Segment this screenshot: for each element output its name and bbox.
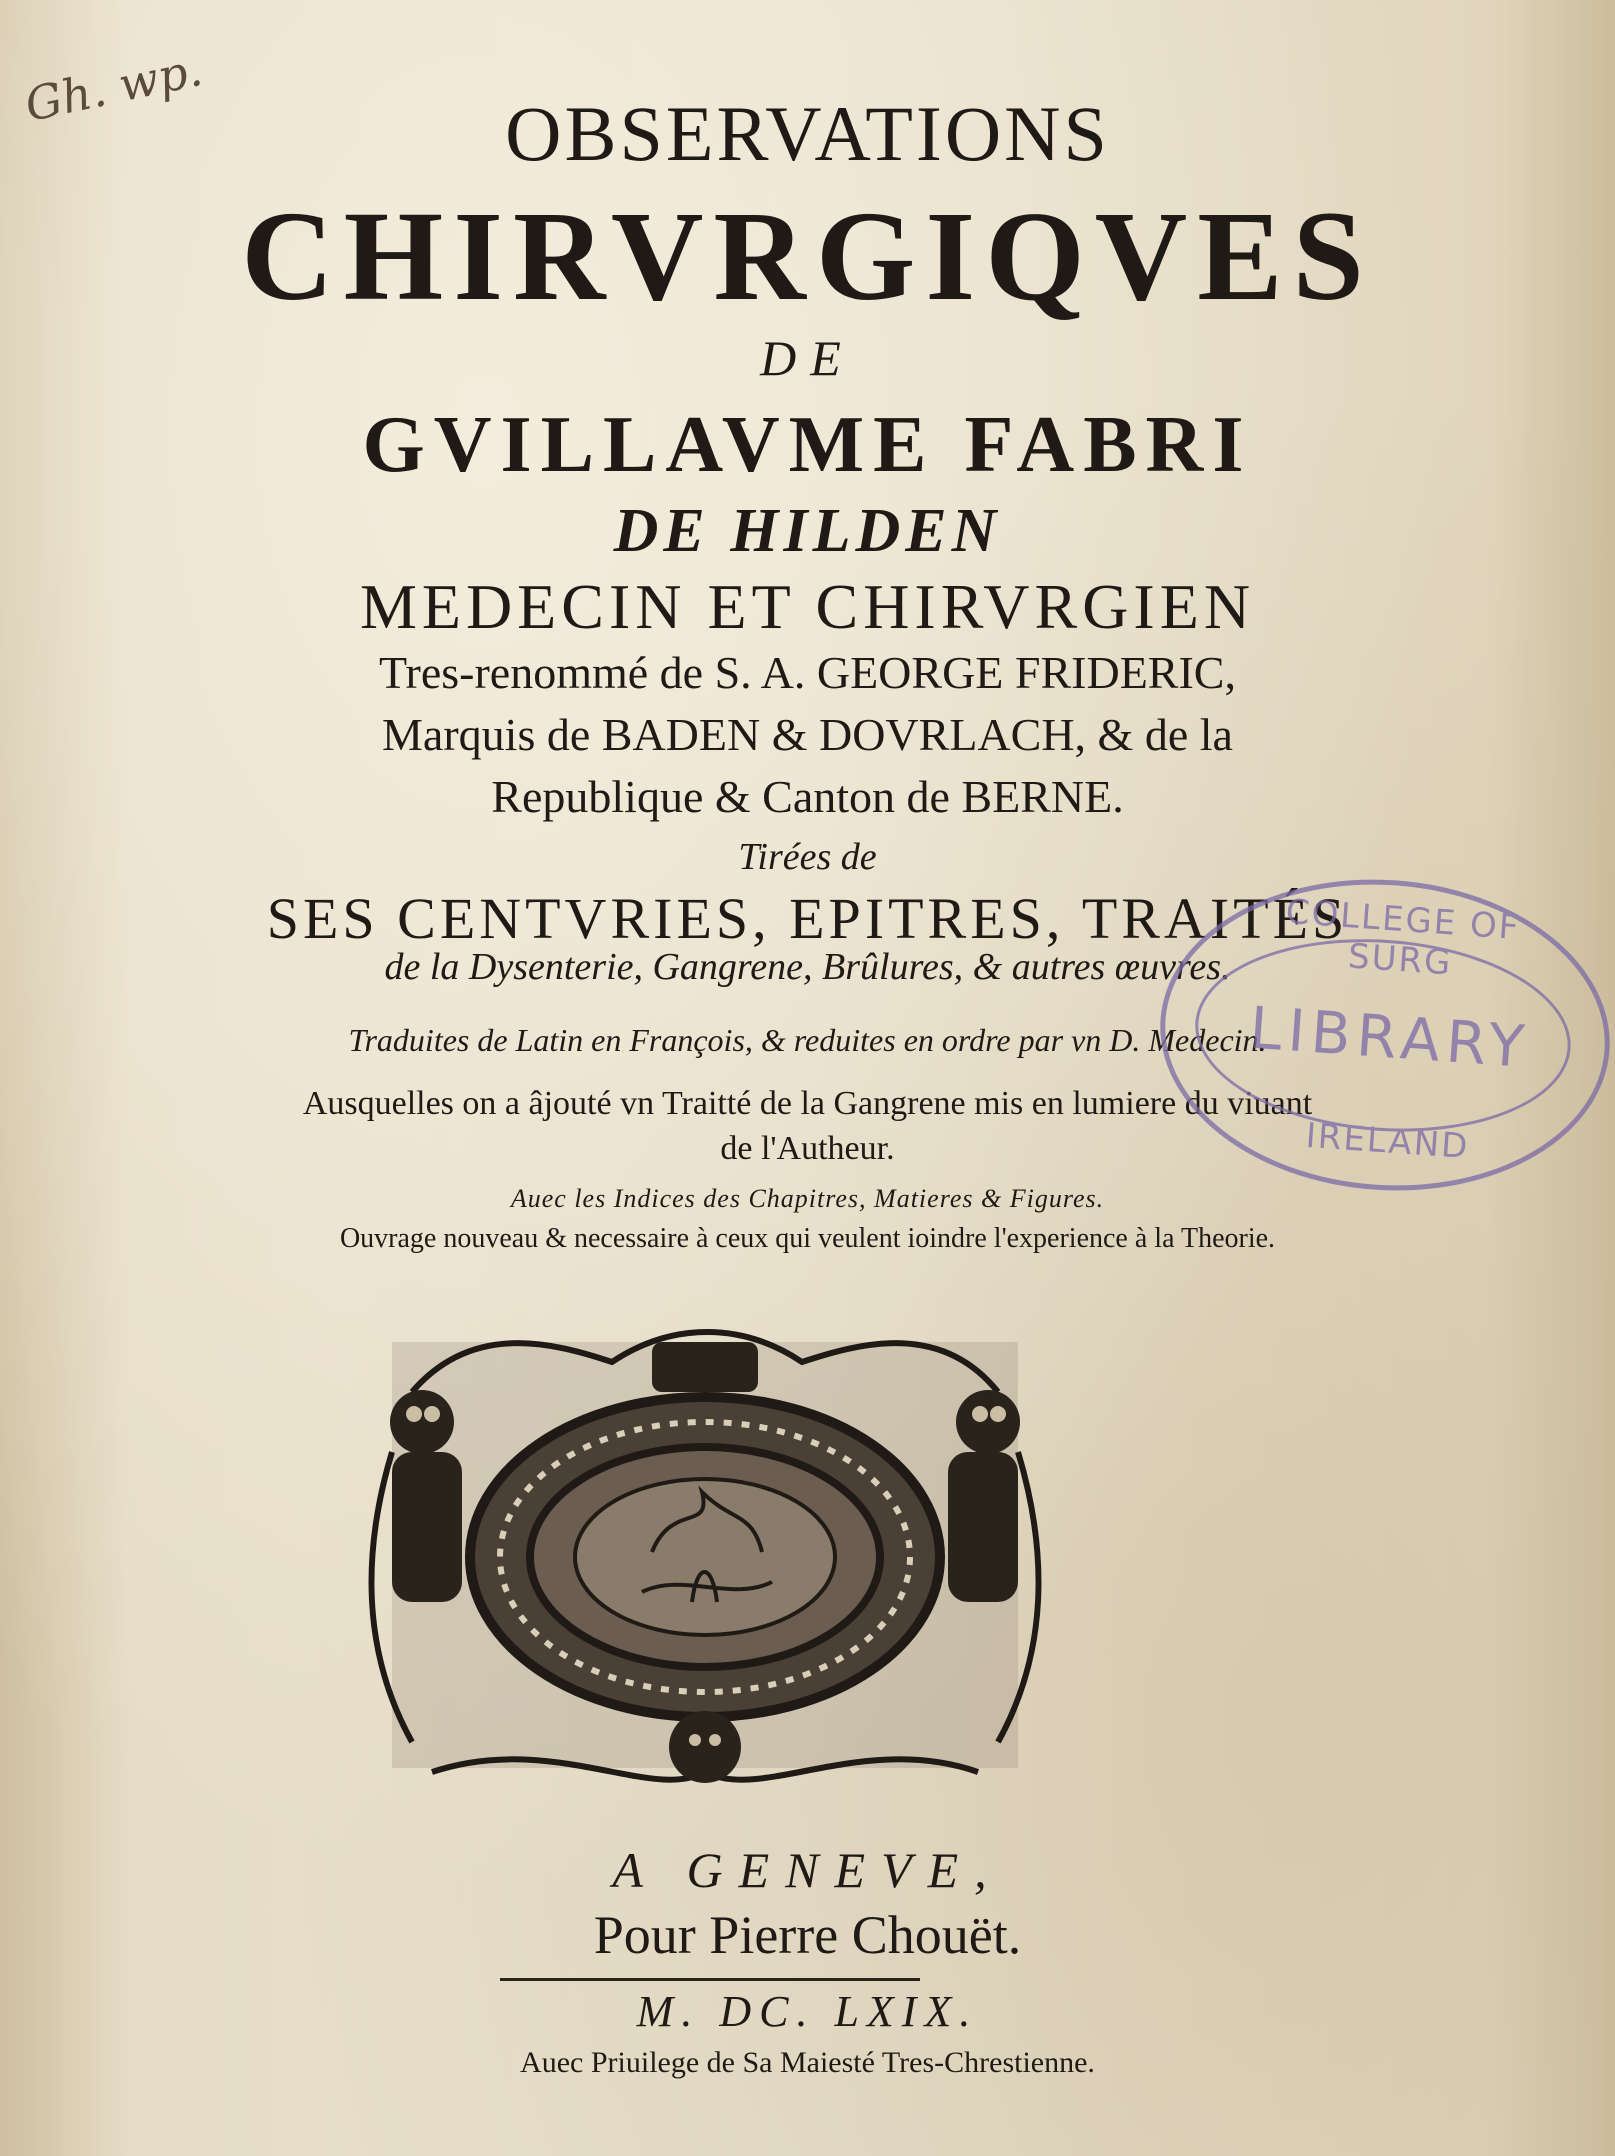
author-profession: MEDECIN ET CHIRVRGIEN	[359, 571, 1256, 642]
subtitle-line-11: Ouvrage nouveau & necessaire à ceux qui veulent ioindre l'experience à la Theorie.	[339, 1223, 1276, 1254]
subtitle-line-5: SES CENTVRIES, EPITRES, TRAITÉS	[266, 886, 1349, 951]
library-stamp-middle-text: LIBRARY	[1247, 993, 1533, 1082]
subtitle-line-10: Auec les Indices des Chapitres, Matieres & Figures.	[510, 1184, 1105, 1213]
subtitle-line-4: Tirées de	[738, 836, 877, 878]
imprint-privilege: Auec Priuilege de Sa Maiesté Tres-Chrestienne.	[520, 2046, 1095, 2079]
subtitle-line-6: de la Dysenterie, Gangrene, Brûlures, & autres œuvres.	[384, 946, 1231, 988]
imprint-publisher: Pour Pierre Chouët.	[593, 1905, 1022, 1965]
imprint-year: M. DC. LXIX.	[636, 1987, 979, 2036]
handwritten-shelfmark: Gh. wp.	[20, 41, 207, 133]
author-name: GVILLAVME FABRI	[362, 401, 1253, 489]
library-stamp-top-text: COLLEGE OF SURG	[1284, 891, 1522, 984]
subtitle-line-3: Republique & Canton de BERNE.	[491, 771, 1124, 822]
imprint-place: A GENEVE,	[612, 1842, 1003, 1898]
printers-ornament	[352, 1302, 1058, 1808]
subtitle-line-2: Marquis de BADEN & DOVRLACH, & de la	[382, 709, 1233, 760]
title-line-de: DE	[760, 330, 855, 386]
title-line-observations: OBSERVATIONS	[505, 90, 1110, 177]
author-origin: DE HILDEN	[613, 497, 1002, 565]
subtitle-line-1: Tres-renommé de S. A. GEORGE FRIDERIC,	[379, 647, 1236, 698]
library-stamp-bottom-text: IRELAND	[1304, 1115, 1471, 1168]
subtitle-line-7: Traduites de Latin en François, & reduites en ordre par vn D. Medecin.	[348, 1022, 1267, 1058]
subtitle-line-8: Ausquelles on a âjouté vn Traitté de la Gangrene mis en lumiere du viuant	[302, 1085, 1313, 1122]
title-line-chirurgiques: CHIRVRGIQVES	[241, 185, 1374, 327]
imprint-rule	[500, 1978, 920, 1981]
subtitle-line-9: de l'Autheur.	[720, 1130, 895, 1167]
